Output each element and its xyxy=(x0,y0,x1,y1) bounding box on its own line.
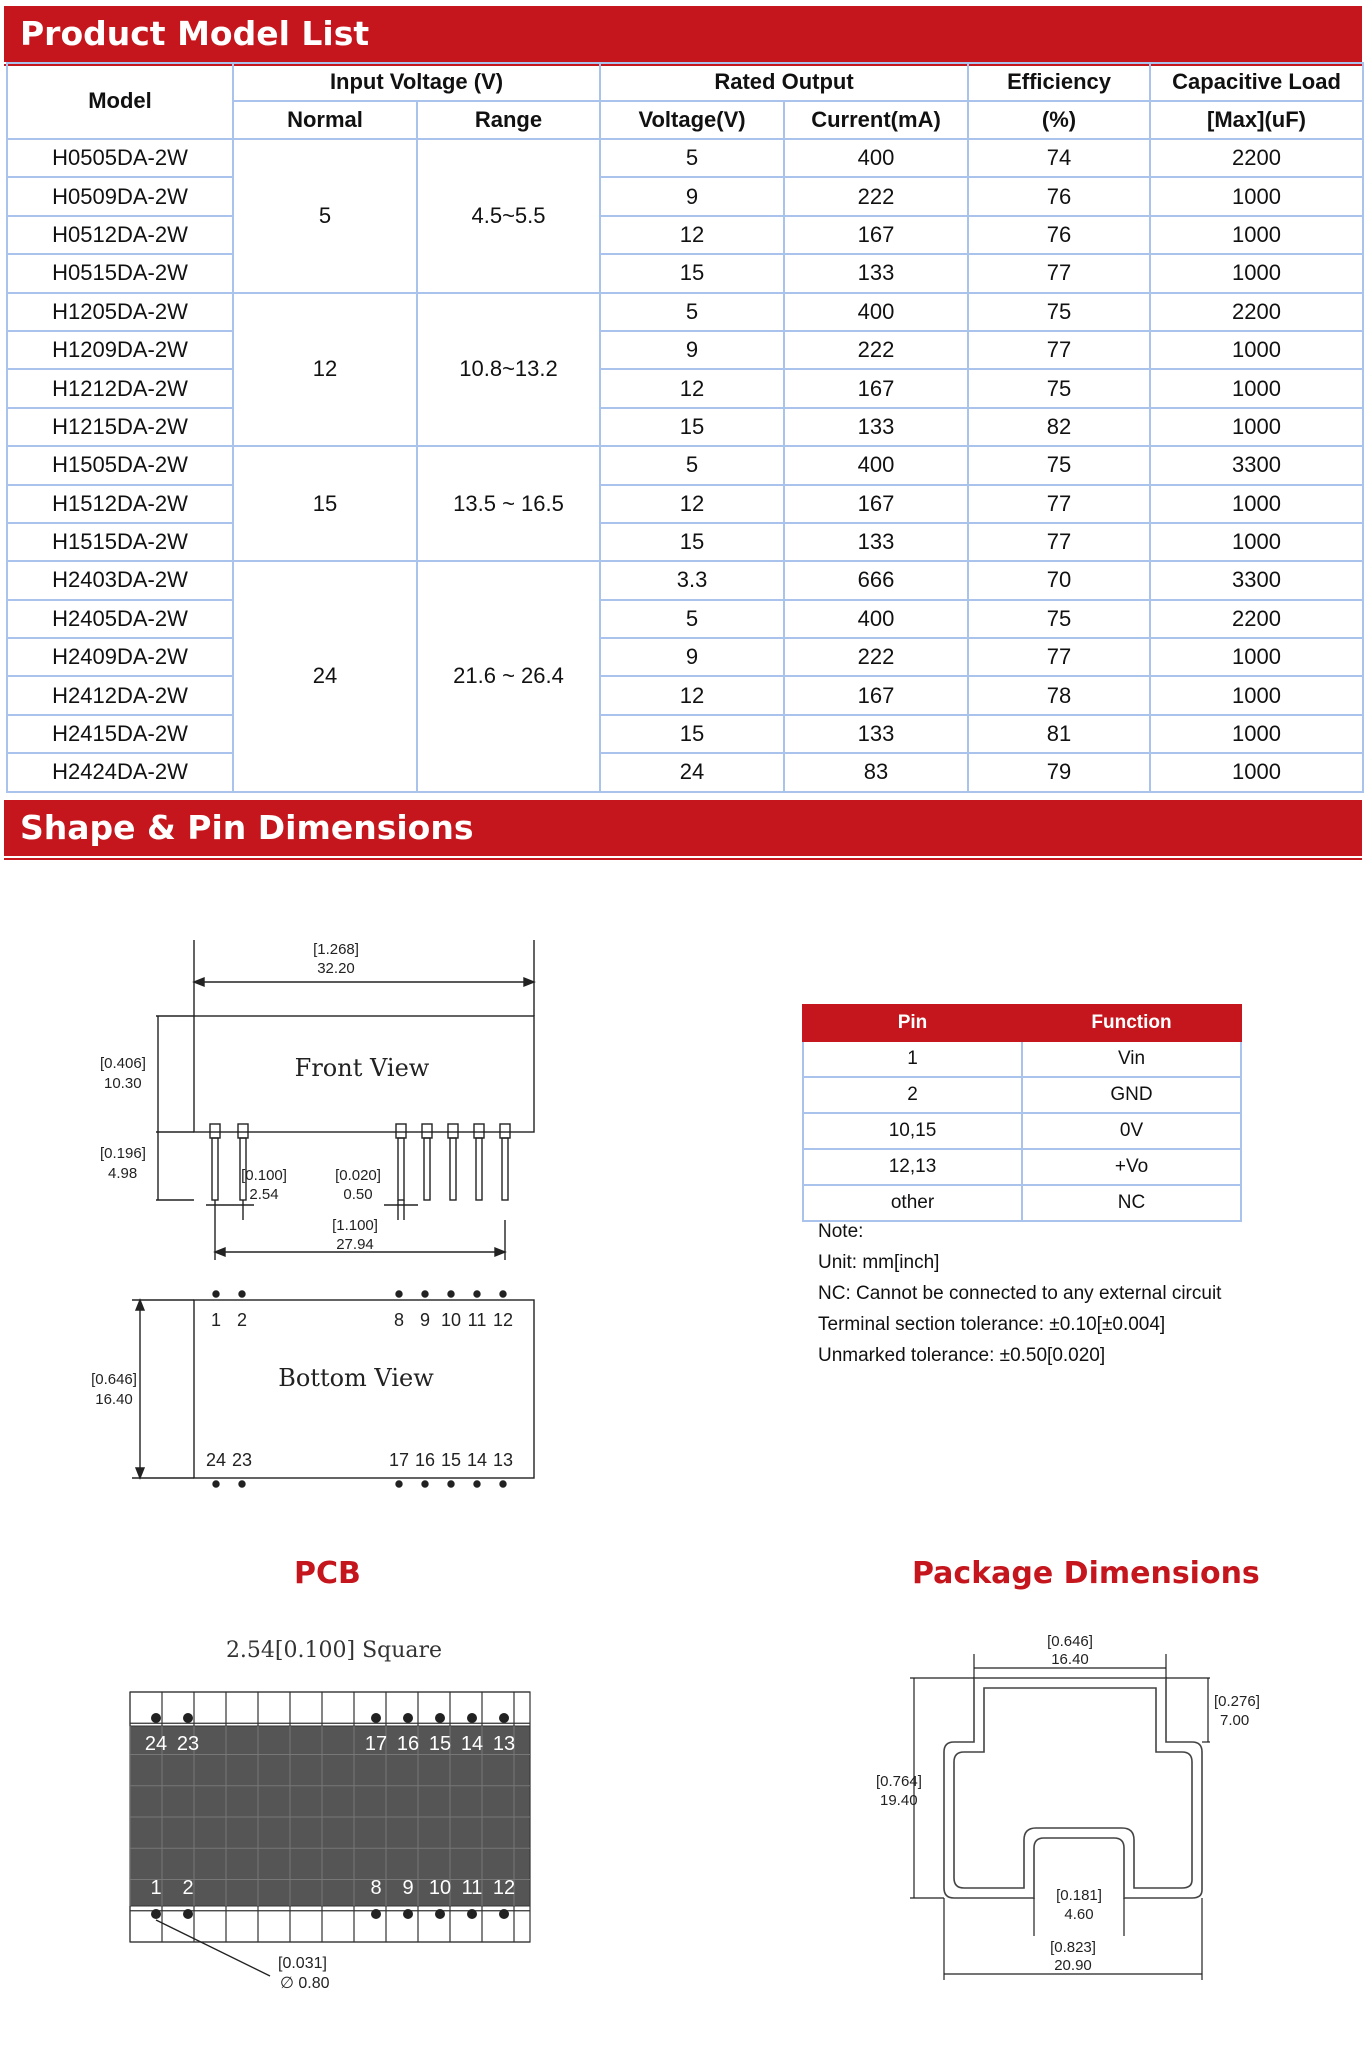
efficiency-cell: 77 xyxy=(968,254,1150,292)
efficiency-cell: 75 xyxy=(968,369,1150,407)
output-voltage-cell: 15 xyxy=(600,254,784,292)
output-voltage-cell: 3.3 xyxy=(600,561,784,599)
function-header: Function xyxy=(1022,1005,1241,1041)
capacitive-load-cell: 1000 xyxy=(1150,753,1363,791)
efficiency-cell: 75 xyxy=(968,446,1150,484)
table-row xyxy=(803,1041,1241,1077)
pcb-top-pin: 13 xyxy=(492,1733,516,1755)
note-line: Note: xyxy=(818,1221,864,1242)
model-cell: H2405DA-2W xyxy=(7,600,233,638)
efficiency-cell: 75 xyxy=(968,293,1150,331)
bv-top-pin: 9 xyxy=(419,1310,431,1330)
header-range: Range xyxy=(417,101,600,139)
output-voltage-cell: 15 xyxy=(600,715,784,753)
pcb-hole-inch: [0.031] xyxy=(278,1955,327,1972)
pcb-drawing xyxy=(120,1630,540,2010)
bv-top-pin: 1 xyxy=(210,1310,222,1330)
pcb-bottom-pin: 8 xyxy=(370,1877,382,1899)
output-current-cell: 133 xyxy=(784,523,968,561)
table-row xyxy=(7,600,1363,638)
table-row xyxy=(7,293,1363,331)
pin-span-mm: 27.94 xyxy=(336,1236,374,1253)
header-efficiency: Efficiency xyxy=(968,63,1150,101)
output-current-cell: 666 xyxy=(784,561,968,599)
product-model-table xyxy=(6,62,1364,793)
bv-top-pin: 8 xyxy=(393,1310,405,1330)
package-title: Package Dimensions xyxy=(912,1556,1260,1591)
capacitive-load-cell: 1000 xyxy=(1150,676,1363,714)
bv-bottom-pin: 15 xyxy=(440,1450,462,1470)
table-row xyxy=(7,446,1363,484)
capacitive-load-cell: 1000 xyxy=(1150,177,1363,215)
bv-bottom-pin: 14 xyxy=(466,1450,488,1470)
pin-span-inch: [1.100] xyxy=(332,1217,378,1234)
normal-voltage-cell: 15 xyxy=(233,446,417,561)
capacitive-load-cell: 1000 xyxy=(1150,369,1363,407)
output-current-cell: 167 xyxy=(784,676,968,714)
capacitive-load-cell: 3300 xyxy=(1150,446,1363,484)
pkg-top-inch: [0.646] xyxy=(1047,1633,1093,1650)
front-height-inch: [0.406] xyxy=(100,1055,146,1072)
pin-cell: 1 xyxy=(803,1041,1022,1077)
voltage-range-cell: 13.5 ~ 16.5 xyxy=(417,446,600,561)
output-current-cell: 133 xyxy=(784,254,968,292)
efficiency-cell: 77 xyxy=(968,523,1150,561)
normal-voltage-cell: 24 xyxy=(233,561,417,791)
pcb-hole-mm: ∅ 0.80 xyxy=(280,1975,330,1992)
bv-top-pin: 2 xyxy=(236,1310,248,1330)
pcb-bottom-pin: 9 xyxy=(402,1877,414,1899)
bv-top-pin: 11 xyxy=(467,1310,487,1330)
output-current-cell: 167 xyxy=(784,369,968,407)
header-current: Current(mA) xyxy=(784,101,968,139)
table-row xyxy=(7,676,1363,714)
output-current-cell: 167 xyxy=(784,485,968,523)
table-row xyxy=(7,331,1363,369)
model-cell: H2412DA-2W xyxy=(7,676,233,714)
pcb-top-pin: 15 xyxy=(428,1733,452,1755)
note-line: NC: Cannot be connected to any external circuit xyxy=(818,1283,1222,1304)
bottom-view-label: Bottom View xyxy=(278,1364,434,1392)
capacitive-load-cell: 1000 xyxy=(1150,408,1363,446)
efficiency-cell: 79 xyxy=(968,753,1150,791)
model-cell: H0509DA-2W xyxy=(7,177,233,215)
pkg-bottom-mm: 20.90 xyxy=(1054,1957,1092,1974)
capacitive-load-cell: 1000 xyxy=(1150,485,1363,523)
header-capacitive-load: Capacitive Load xyxy=(1150,63,1363,101)
output-current-cell: 83 xyxy=(784,753,968,791)
output-voltage-cell: 5 xyxy=(600,446,784,484)
capacitive-load-cell: 2200 xyxy=(1150,293,1363,331)
output-current-cell: 400 xyxy=(784,139,968,177)
shape-pin-title: Shape & Pin Dimensions xyxy=(20,808,474,847)
pkg-left-inch: [0.764] xyxy=(876,1773,922,1790)
model-cell: H1205DA-2W xyxy=(7,293,233,331)
table-row xyxy=(7,408,1363,446)
table-row xyxy=(7,561,1363,599)
normal-voltage-cell: 12 xyxy=(233,293,417,447)
table-row xyxy=(803,1149,1241,1185)
table-row xyxy=(803,1113,1241,1149)
output-current-cell: 133 xyxy=(784,408,968,446)
function-cell: GND xyxy=(1022,1077,1241,1113)
pitch-inch: [0.100] xyxy=(241,1167,287,1184)
table-row xyxy=(7,254,1363,292)
pin-cell: other xyxy=(803,1185,1022,1221)
efficiency-cell: 76 xyxy=(968,216,1150,254)
table-row xyxy=(7,485,1363,523)
efficiency-cell: 74 xyxy=(968,139,1150,177)
note-line: Terminal section tolerance: ±0.10[±0.004] xyxy=(818,1314,1166,1335)
voltage-range-cell: 4.5~5.5 xyxy=(417,139,600,293)
header-normal: Normal xyxy=(233,101,417,139)
output-voltage-cell: 12 xyxy=(600,676,784,714)
table-row xyxy=(7,638,1363,676)
output-current-cell: 222 xyxy=(784,638,968,676)
capacitive-load-cell: 1000 xyxy=(1150,715,1363,753)
pcb-top-pin: 16 xyxy=(396,1733,420,1755)
header-model: Model xyxy=(7,63,233,139)
header-capacitive-load-unit: [Max](uF) xyxy=(1150,101,1363,139)
model-cell: H1209DA-2W xyxy=(7,331,233,369)
pcb-bottom-pin: 11 xyxy=(461,1877,483,1899)
pin-cell: 12,13 xyxy=(803,1149,1022,1185)
bv-bottom-pin: 17 xyxy=(388,1450,410,1470)
output-current-cell: 400 xyxy=(784,446,968,484)
pitch-mm: 2.54 xyxy=(249,1186,279,1203)
pin-cell: 2 xyxy=(803,1077,1022,1113)
notes-block xyxy=(818,1216,1221,1371)
pkg-notch-inch: [0.181] xyxy=(1056,1887,1102,1904)
capacitive-load-cell: 2200 xyxy=(1150,600,1363,638)
pcb-bottom-pin: 1 xyxy=(150,1877,162,1899)
voltage-range-cell: 10.8~13.2 xyxy=(417,293,600,447)
bv-bottom-pin: 24 xyxy=(205,1450,227,1470)
table-row xyxy=(7,139,1363,177)
pin-function-table xyxy=(802,1004,1242,1222)
pcb-top-pin: 24 xyxy=(144,1733,168,1755)
pcb-bottom-pin: 10 xyxy=(428,1877,452,1899)
bv-top-pin: 12 xyxy=(492,1310,514,1330)
voltage-range-cell: 21.6 ~ 26.4 xyxy=(417,561,600,791)
capacitive-load-cell: 1000 xyxy=(1150,638,1363,676)
model-cell: H1212DA-2W xyxy=(7,369,233,407)
capacitive-load-cell: 1000 xyxy=(1150,254,1363,292)
pkg-right-mm: 7.00 xyxy=(1220,1712,1250,1729)
efficiency-cell: 70 xyxy=(968,561,1150,599)
function-cell: +Vo xyxy=(1022,1149,1241,1185)
bv-bottom-pin: 16 xyxy=(414,1450,436,1470)
output-voltage-cell: 12 xyxy=(600,485,784,523)
package-drawing xyxy=(876,1630,1260,1990)
output-voltage-cell: 15 xyxy=(600,523,784,561)
efficiency-cell: 77 xyxy=(968,638,1150,676)
model-cell: H1215DA-2W xyxy=(7,408,233,446)
table-row xyxy=(7,523,1363,561)
output-voltage-cell: 24 xyxy=(600,753,784,791)
model-cell: H0505DA-2W xyxy=(7,139,233,177)
product-list-title: Product Model List xyxy=(20,14,370,53)
pcb-title: PCB xyxy=(294,1556,361,1591)
function-cell: Vin xyxy=(1022,1041,1241,1077)
header-rated-output: Rated Output xyxy=(600,63,968,101)
output-voltage-cell: 5 xyxy=(600,139,784,177)
header-voltage: Voltage(V) xyxy=(600,101,784,139)
output-voltage-cell: 5 xyxy=(600,600,784,638)
model-cell: H0512DA-2W xyxy=(7,216,233,254)
product-list-banner xyxy=(4,6,1362,62)
pkg-top-mm: 16.40 xyxy=(1051,1651,1089,1668)
capacitive-load-cell: 2200 xyxy=(1150,139,1363,177)
note-line: Unit: mm[inch] xyxy=(818,1252,940,1273)
capacitive-load-cell: 1000 xyxy=(1150,331,1363,369)
efficiency-cell: 77 xyxy=(968,331,1150,369)
model-cell: H0515DA-2W xyxy=(7,254,233,292)
table-row xyxy=(7,216,1363,254)
pin-length-inch: [0.196] xyxy=(100,1145,146,1162)
efficiency-cell: 76 xyxy=(968,177,1150,215)
output-voltage-cell: 9 xyxy=(600,638,784,676)
front-width-mm: 32.20 xyxy=(317,960,355,977)
bv-bottom-pin: 13 xyxy=(492,1450,514,1470)
model-cell: H2415DA-2W xyxy=(7,715,233,753)
pkg-bottom-inch: [0.823] xyxy=(1050,1939,1096,1956)
pcb-top-pin: 17 xyxy=(364,1733,388,1755)
pkg-right-inch: [0.276] xyxy=(1214,1693,1260,1710)
pcb-top-pin: 14 xyxy=(460,1733,484,1755)
output-current-cell: 167 xyxy=(784,216,968,254)
front-width-inch: [1.268] xyxy=(313,941,359,958)
pcb-top-pin: 23 xyxy=(176,1733,200,1755)
table-row xyxy=(7,369,1363,407)
normal-voltage-cell: 5 xyxy=(233,139,417,293)
header-efficiency-unit: (%) xyxy=(968,101,1150,139)
table-row xyxy=(7,177,1363,215)
note-line: Unmarked tolerance: ±0.50[0.020] xyxy=(818,1345,1106,1366)
model-cell: H2424DA-2W xyxy=(7,753,233,791)
pin-header: Pin xyxy=(803,1005,1022,1041)
pin-length-mm: 4.98 xyxy=(108,1165,138,1182)
efficiency-cell: 81 xyxy=(968,715,1150,753)
output-voltage-cell: 5 xyxy=(600,293,784,331)
output-current-cell: 133 xyxy=(784,715,968,753)
pkg-left-mm: 19.40 xyxy=(880,1792,918,1809)
output-current-cell: 400 xyxy=(784,600,968,638)
model-cell: H1512DA-2W xyxy=(7,485,233,523)
output-voltage-cell: 12 xyxy=(600,369,784,407)
bottom-height-mm: 16.40 xyxy=(95,1391,133,1408)
output-current-cell: 222 xyxy=(784,177,968,215)
model-cell: H2409DA-2W xyxy=(7,638,233,676)
output-voltage-cell: 15 xyxy=(600,408,784,446)
bottom-height-inch: [0.646] xyxy=(91,1371,137,1388)
pkg-notch-mm: 4.60 xyxy=(1064,1906,1094,1923)
model-cell: H1505DA-2W xyxy=(7,446,233,484)
shape-pin-banner xyxy=(4,800,1362,856)
pcb-bottom-pin: 12 xyxy=(492,1877,516,1899)
capacitive-load-cell: 1000 xyxy=(1150,523,1363,561)
front-view-label: Front View xyxy=(294,1054,430,1082)
bv-top-pin: 10 xyxy=(440,1310,462,1330)
output-voltage-cell: 9 xyxy=(600,331,784,369)
output-current-cell: 400 xyxy=(784,293,968,331)
efficiency-cell: 82 xyxy=(968,408,1150,446)
pcb-bottom-pin: 2 xyxy=(182,1877,194,1899)
pin-cell: 10,15 xyxy=(803,1113,1022,1149)
pin-width-mm: 0.50 xyxy=(343,1186,373,1203)
efficiency-cell: 75 xyxy=(968,600,1150,638)
front-height-mm: 10.30 xyxy=(104,1075,142,1092)
function-cell: 0V xyxy=(1022,1113,1241,1149)
output-current-cell: 222 xyxy=(784,331,968,369)
bv-bottom-pin: 23 xyxy=(231,1450,253,1470)
model-cell: H1515DA-2W xyxy=(7,523,233,561)
efficiency-cell: 77 xyxy=(968,485,1150,523)
pcb-grid-label: 2.54[0.100] Square xyxy=(225,1638,443,1663)
front-bottom-view-drawing xyxy=(91,930,560,1490)
output-voltage-cell: 9 xyxy=(600,177,784,215)
table-row xyxy=(803,1077,1241,1113)
table-row xyxy=(7,753,1363,791)
header-input-voltage: Input Voltage (V) xyxy=(233,63,600,101)
table-row xyxy=(7,715,1363,753)
capacitive-load-cell: 3300 xyxy=(1150,561,1363,599)
function-cell: NC xyxy=(1022,1185,1241,1221)
output-voltage-cell: 12 xyxy=(600,216,784,254)
pin-width-inch: [0.020] xyxy=(335,1167,381,1184)
capacitive-load-cell: 1000 xyxy=(1150,216,1363,254)
efficiency-cell: 78 xyxy=(968,676,1150,714)
model-cell: H2403DA-2W xyxy=(7,561,233,599)
